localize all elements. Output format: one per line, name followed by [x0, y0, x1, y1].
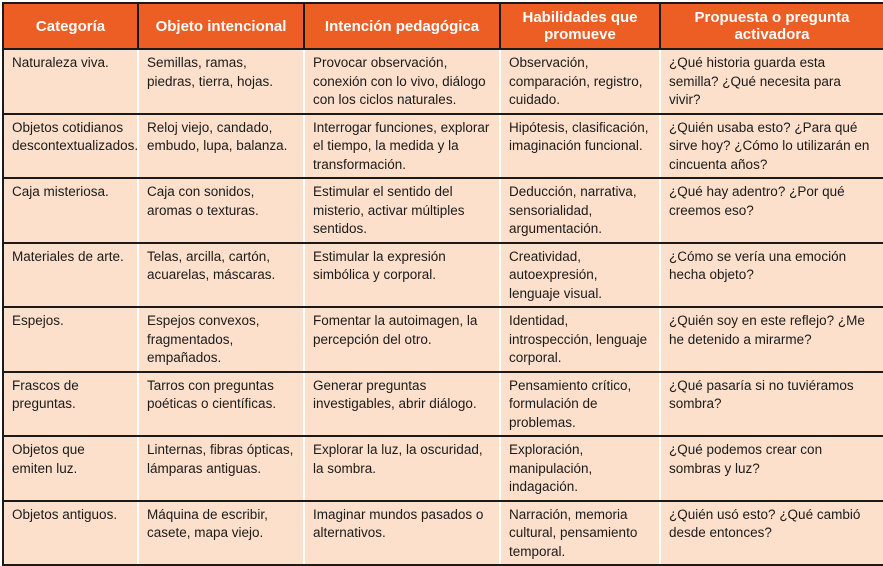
header-prompt: Propuesta o pregunta activadora — [660, 3, 883, 49]
cell-object: Caja con sonidos, aromas o texturas. — [138, 178, 304, 243]
cell-intention: Imaginar mundos pasados o alternativos. — [304, 501, 500, 566]
table-row — [3, 307, 883, 372]
table-row — [3, 501, 883, 566]
table-row — [3, 178, 883, 243]
cell-object: Semillas, ramas, piedras, tierra, hojas. — [138, 49, 304, 114]
cell-prompt: ¿Qué podemos crear con sombras y luz? — [660, 436, 883, 501]
cell-intention: Generar preguntas investigables, abrir diálogo. — [304, 372, 500, 437]
cell-skills: Exploración, manipulación, indagación. — [500, 436, 660, 501]
cell-prompt: ¿Quién usaba esto? ¿Para qué sirve hoy? ¿Cómo lo utilizarán en cincuenta años? — [660, 114, 883, 179]
header-row — [3, 3, 883, 49]
cell-category: Naturaleza viva. — [3, 49, 138, 114]
pedagogical-objects-table — [2, 2, 883, 566]
cell-category: Espejos. — [3, 307, 138, 372]
header-skills: Habilidades que promueve — [500, 3, 660, 49]
cell-category: Objetos antiguos. — [3, 501, 138, 566]
header-category: Categoría — [3, 3, 138, 49]
header-object: Objeto intencional — [138, 3, 304, 49]
cell-skills: Deducción, narrativa, sensorialidad, argumentación. — [500, 178, 660, 243]
cell-skills: Creatividad, autoexpresión, lenguaje visual. — [500, 243, 660, 308]
cell-skills: Pensamiento crítico, formulación de problemas. — [500, 372, 660, 437]
cell-category: Materiales de arte. — [3, 243, 138, 308]
cell-intention: Fomentar la autoimagen, la percepción del otro. — [304, 307, 500, 372]
cell-intention: Explorar la luz, la oscuridad, la sombra. — [304, 436, 500, 501]
cell-intention: Estimular la expresión simbólica y corporal. — [304, 243, 500, 308]
table-header — [3, 3, 883, 49]
cell-prompt: ¿Quién soy en este reflejo? ¿Me he detenido a mirarme? — [660, 307, 883, 372]
cell-prompt: ¿Qué pasaría si no tuviéramos sombra? — [660, 372, 883, 437]
cell-object: Máquina de escribir, casete, mapa viejo. — [138, 501, 304, 566]
cell-skills: Observación, comparación, registro, cuidado. — [500, 49, 660, 114]
cell-category: Objetos que emiten luz. — [3, 436, 138, 501]
table-row — [3, 372, 883, 437]
cell-prompt: ¿Qué historia guarda esta semilla? ¿Qué necesita para vivir? — [660, 49, 883, 114]
cell-category: Frascos de preguntas. — [3, 372, 138, 437]
cell-object: Reloj viejo, candado, embudo, lupa, balanza. — [138, 114, 304, 179]
cell-category: Objetos cotidianos descontextualizados. — [3, 114, 138, 179]
cell-prompt: ¿Qué hay adentro? ¿Por qué creemos eso? — [660, 178, 883, 243]
table-body — [3, 49, 883, 565]
cell-intention: Estimular el sentido del misterio, activar múltiples sentidos. — [304, 178, 500, 243]
table-row — [3, 436, 883, 501]
table-row — [3, 114, 883, 179]
cell-object: Linternas, fibras ópticas, lámparas antiguas. — [138, 436, 304, 501]
header-intention: Intención pedagógica — [304, 3, 500, 49]
cell-prompt: ¿Quién usó esto? ¿Qué cambió desde entonces? — [660, 501, 883, 566]
cell-object: Telas, arcilla, cartón, acuarelas, máscaras. — [138, 243, 304, 308]
cell-skills: Identidad, introspección, lenguaje corporal. — [500, 307, 660, 372]
cell-prompt: ¿Cómo se vería una emoción hecha objeto? — [660, 243, 883, 308]
cell-intention: Interrogar funciones, explorar el tiempo, la medida y la transformación. — [304, 114, 500, 179]
cell-skills: Narración, memoria cultural, pensamiento temporal. — [500, 501, 660, 566]
cell-intention: Provocar observación, conexión con lo vivo, diálogo con los ciclos naturales. — [304, 49, 500, 114]
cell-category: Caja misteriosa. — [3, 178, 138, 243]
table-row — [3, 243, 883, 308]
cell-skills: Hipótesis, clasificación, imaginación funcional. — [500, 114, 660, 179]
cell-object: Espejos convexos, fragmentados, empañados. — [138, 307, 304, 372]
cell-object: Tarros con preguntas poéticas o científicas. — [138, 372, 304, 437]
table-row — [3, 49, 883, 114]
